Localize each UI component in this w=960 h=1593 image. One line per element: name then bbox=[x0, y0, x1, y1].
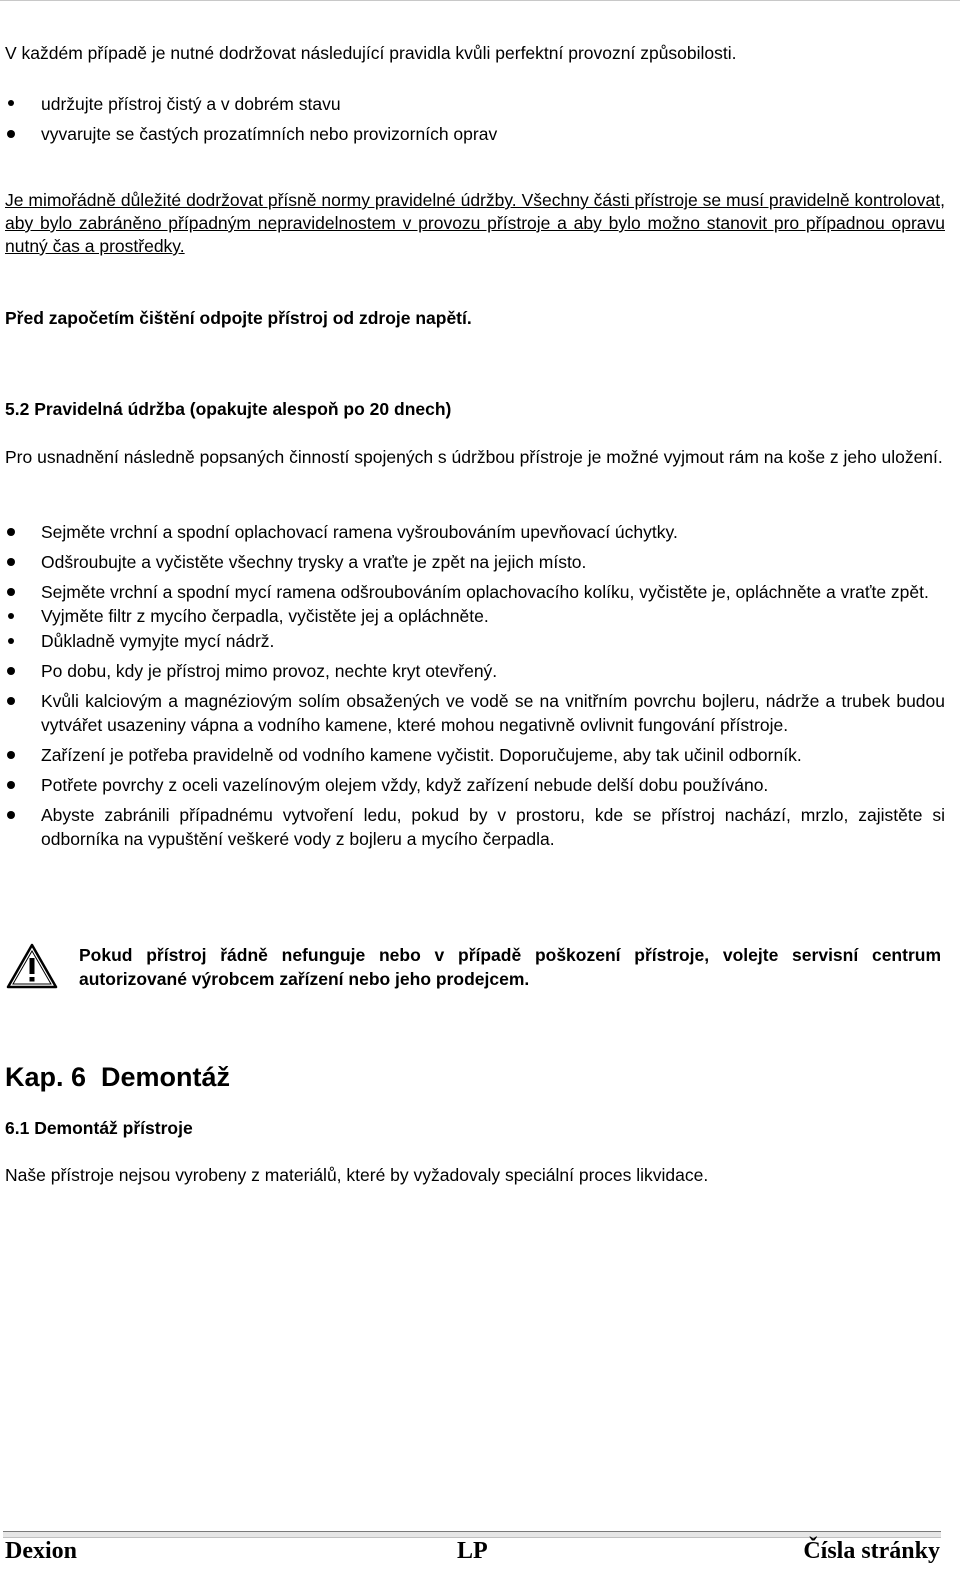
list-item: Odšroubujte a vyčistěte všechny trysky a vraťte je zpět na jejich místo. bbox=[5, 550, 945, 574]
bullet-icon bbox=[7, 751, 15, 759]
service-warning: Pokud přístroj řádně nefunguje nebo v případě poškození přístroje, volejte servisní centrum autorizované výrobcem zařízení nebo jeho prodejcem. bbox=[79, 945, 941, 989]
list-item: Zařízení je potřeba pravidelně od vodního kamene vyčistit. Doporučujeme, aby tak učinil odborník. bbox=[5, 743, 945, 767]
warning-triangle-icon bbox=[6, 942, 58, 990]
list-item: Potřete povrchy z oceli vazelínovým olejem vždy, když zařízení nebude delší dobu používáno. bbox=[5, 773, 945, 797]
section-5-2-intro: Pro usnadnění následně popsaných činností spojených s údržbou přístroje je možné vyjmout rám na koše z jeho uložení. bbox=[5, 447, 943, 467]
bullet-icon bbox=[8, 638, 14, 644]
footer-right: Čísla stránky bbox=[803, 1538, 940, 1564]
bullet-icon bbox=[7, 667, 15, 675]
list-item: Sejměte vrchní a spodní mycí ramena odšroubováním oplachovacího kolíku, vyčistěte je, opláchněte a vraťte zpět. bbox=[5, 580, 945, 604]
bullet-icon bbox=[7, 130, 15, 138]
bullet-icon bbox=[7, 558, 15, 566]
bullet-icon bbox=[7, 781, 15, 789]
intro-paragraph: V každém případě je nutné dodržovat následující pravidla kvůli perfektní provozní způsobilosti. bbox=[5, 43, 737, 63]
bullet-icon bbox=[7, 811, 15, 819]
footer-left: Dexion bbox=[5, 1538, 77, 1564]
list-item: Vyjměte filtr z mycího čerpadla, vyčistěte jej a opláchněte. bbox=[5, 604, 945, 628]
list-item: Sejměte vrchní a spodní oplachovací ramena vyšroubováním upevňovací úchytky. bbox=[5, 520, 945, 544]
bullet-icon bbox=[7, 528, 15, 536]
list-item: Kvůli kalciovým a magnéziovým solím obsažených ve vodě se na vnitřním povrchu bojleru, nádrže a trubek budou vytvářet usazeniny vápna a vodního kamene, které mohou negativně ovlivnit fungování přístroje. bbox=[5, 689, 945, 737]
list-item: Důkladně vymyjte mycí nádrž. bbox=[5, 629, 945, 653]
section-6-1-text: Naše přístroje nejsou vyrobeny z materiálů, které by vyžadovaly speciální proces likvidace. bbox=[5, 1165, 709, 1185]
bullet-icon bbox=[7, 588, 15, 596]
list-item: Abyste zabránili případnému vytvoření ledu, pokud by v prostoru, kde se přístroj nachází, mrzlo, zajistěte si odborníka na vypuštění veškeré vody z bojleru a mycího čerpadla. bbox=[5, 803, 945, 851]
disconnect-warning: Před započetím čištění odpojte přístroj od zdroje napětí. bbox=[5, 308, 472, 328]
bullet-icon bbox=[8, 613, 14, 619]
list-item: Po dobu, kdy je přístroj mimo provoz, nechte kryt otevřený. bbox=[5, 659, 945, 683]
maintenance-list bbox=[5, 520, 945, 851]
maintenance-note: Je mimořádně důležité dodržovat přísně normy pravidelné údržby. Všechny části přístroje se musí pravidelně kontrolovat, aby bylo zabráněno případným nepravidelnostem v provozu přístroje a aby bylo možno stanovit pro případnou opravu nutný čas a prostředky. bbox=[5, 190, 945, 256]
bullet-icon bbox=[8, 100, 14, 106]
list-item: udržujte přístroj čistý a v dobrém stavu bbox=[5, 89, 945, 119]
chapter-6-title: Kap. 6 Demontáž bbox=[5, 1062, 231, 1092]
bullet-icon bbox=[7, 697, 15, 705]
section-6-1-heading: 6.1 Demontáž přístroje bbox=[5, 1118, 193, 1138]
footer-center: LP bbox=[457, 1538, 488, 1564]
section-5-2-heading: 5.2 Pravidelná údržba (opakujte alespoň po 20 dnech) bbox=[5, 399, 452, 419]
list-item: vyvarujte se častých prozatímních nebo provizorních oprav bbox=[5, 119, 945, 149]
intro-bullet-list bbox=[5, 89, 945, 149]
top-rule bbox=[0, 0, 960, 4]
